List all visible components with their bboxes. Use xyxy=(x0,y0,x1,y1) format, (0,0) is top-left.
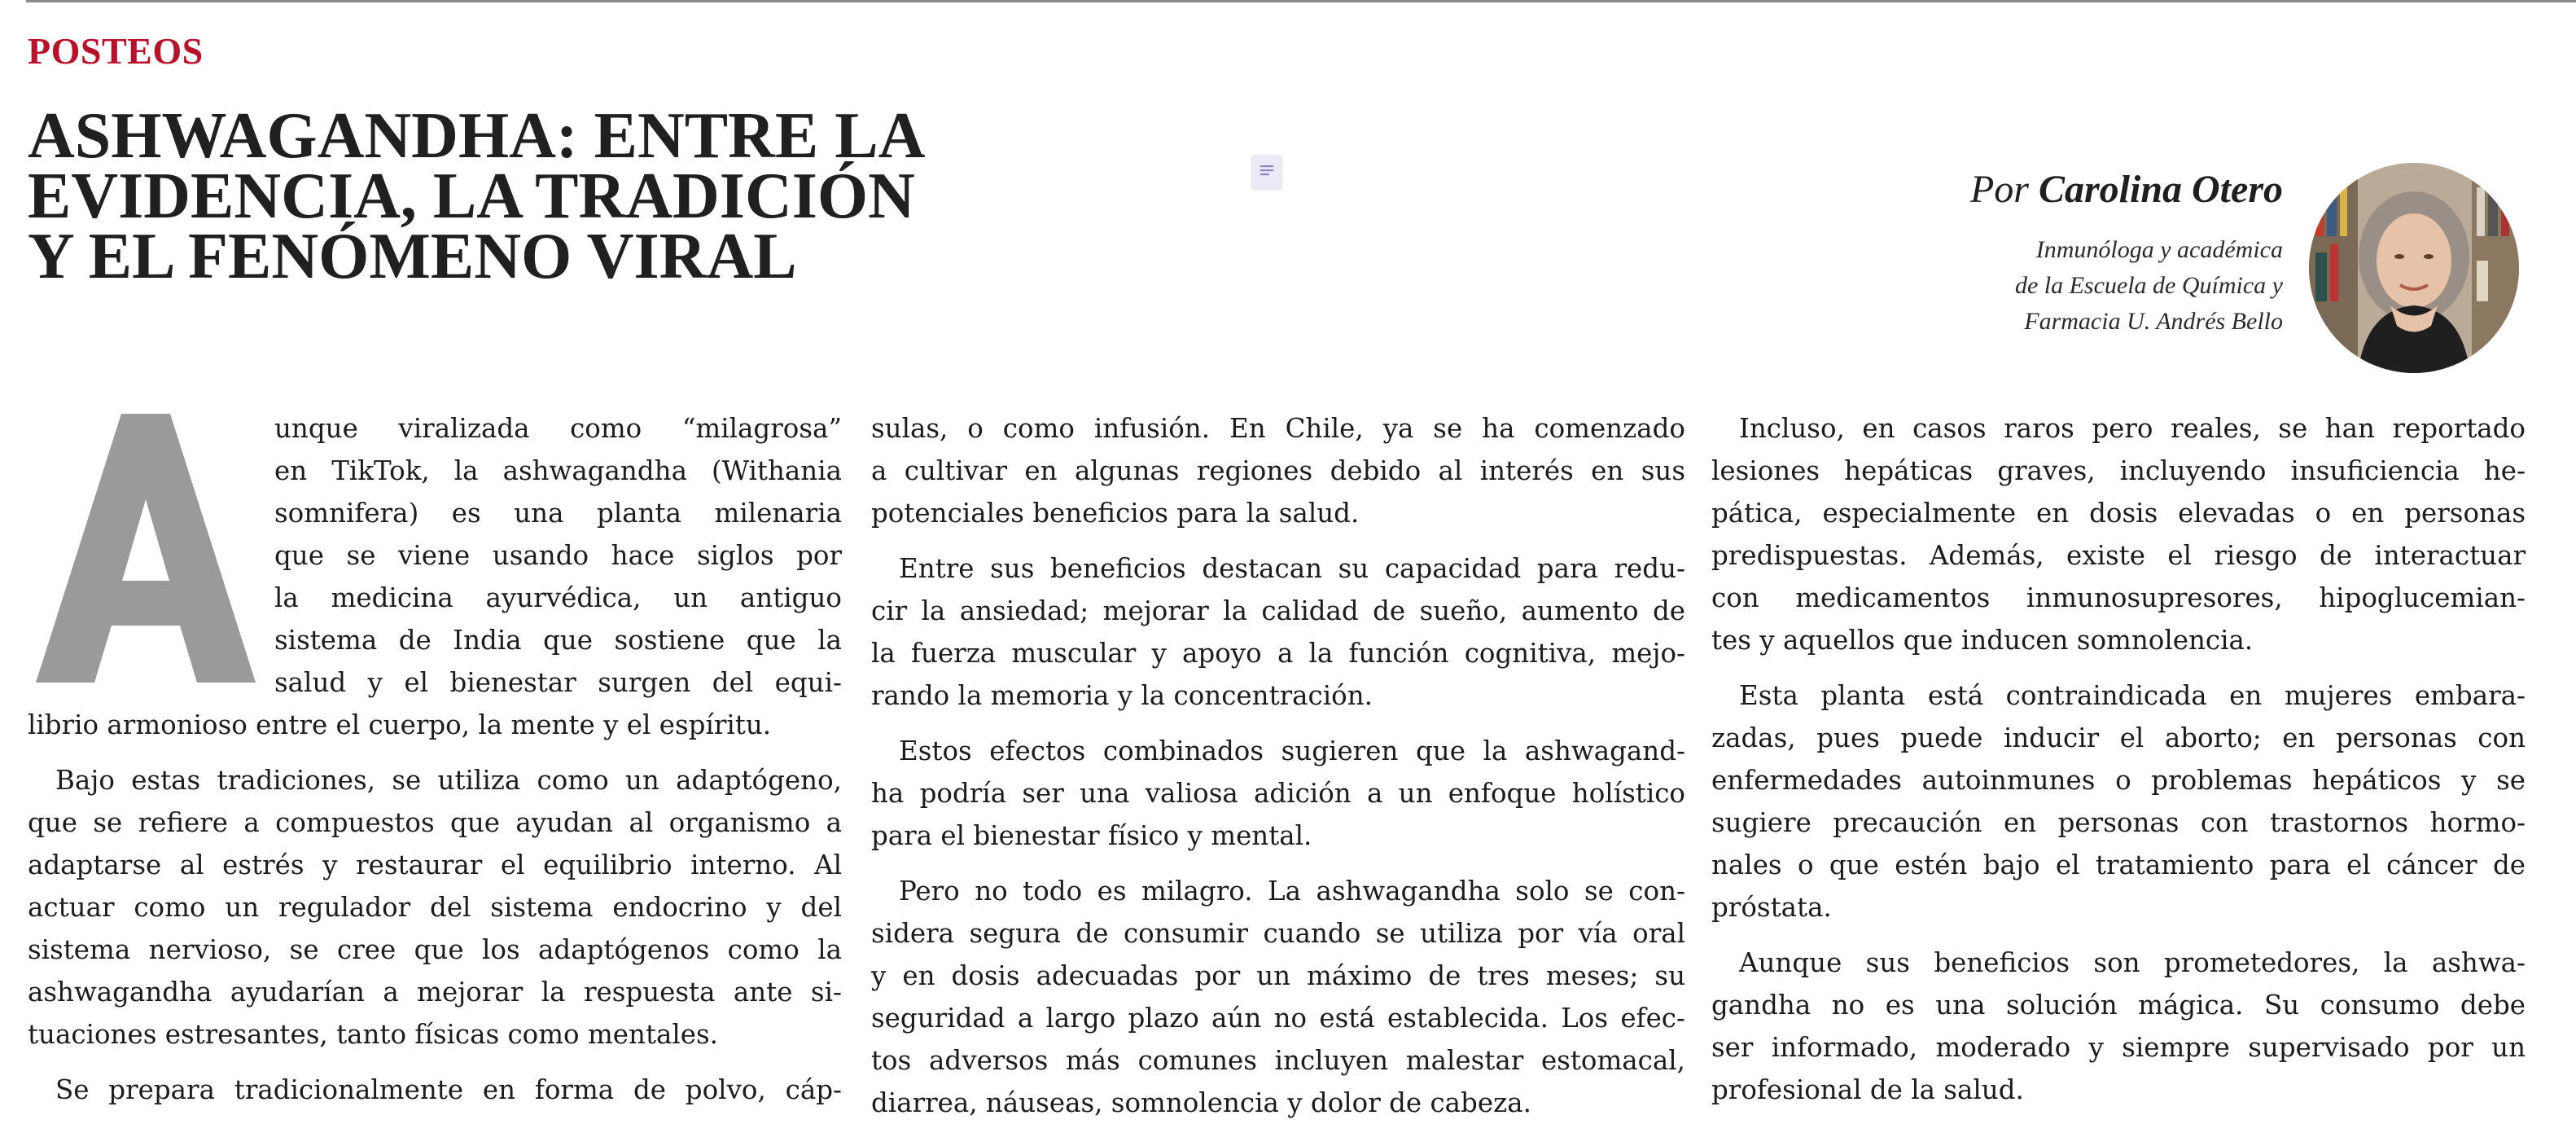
body-line: ser informado, moderado y siempre supervisado por un xyxy=(1711,1032,2526,1063)
body-line: Estos efectos combinados sugieren que la ashwagand- xyxy=(899,735,1685,766)
credential-line: Inmunóloga y académica xyxy=(2035,236,2283,263)
top-rule xyxy=(26,0,2576,2)
body-line: ha podría ser una valiosa adición a un enfoque holístico xyxy=(871,778,1685,809)
body-line: seguridad a largo plazo aún no está establecida. Los efec- xyxy=(871,1003,1685,1034)
body-line: que se refiere a compuestos que ayudan al organismo a xyxy=(28,807,842,838)
body-line: la medicina ayurvédica, un antiguo xyxy=(274,582,842,613)
article-column-3 xyxy=(1711,407,2526,1111)
body-line: tuaciones estresantes, tanto físicas como mentales. xyxy=(28,1019,719,1050)
byline xyxy=(1970,167,2283,212)
body-line: actuar como un regulador del sistema endocrino y del xyxy=(28,892,842,923)
body-line: adaptarse al estrés y restaurar el equilibrio interno. Al xyxy=(28,850,842,880)
body-line: somnifera) es una planta milenaria xyxy=(274,498,842,529)
body-line: en TikTok, la ashwagandha (Withania xyxy=(274,455,842,486)
author-photo xyxy=(2309,163,2519,373)
article-column-2 xyxy=(871,407,1685,1124)
body-line: Entre sus beneficios destacan su capacidad para redu- xyxy=(899,553,1685,584)
body-line: unque viralizada como “milagrosa” xyxy=(274,413,842,444)
body-line: la fuerza muscular y apoyo a la función cognitiva, mejo- xyxy=(871,638,1685,669)
body-line: gandha no es una solución mágica. Su consumo debe xyxy=(1711,990,2526,1021)
body-line: zadas, pues puede inducir el aborto; en personas con xyxy=(1711,722,2526,753)
credential-line: de la Escuela de Química y xyxy=(2014,272,2283,299)
body-line: diarrea, náuseas, somnolencia y dolor de cabeza. xyxy=(871,1087,1531,1118)
body-line: predispuestas. Además, existe el riesgo de interactuar xyxy=(1711,540,2526,571)
body-line: que se viene usando hace siglos por xyxy=(274,540,842,571)
body-line: enfermedades autoinmunes o problemas hepáticos y se xyxy=(1711,765,2526,796)
body-line: tos adversos más comunes incluyen malestar estomacal, xyxy=(871,1045,1685,1076)
body-line: Aunque sus beneficios son prometedores, la ashwa- xyxy=(1739,947,2526,978)
body-line: con medicamentos inmunosupresores, hipoglucemian- xyxy=(1711,582,2526,613)
body-line: profesional de la salud. xyxy=(1711,1074,2024,1105)
section-label: POSTEOS xyxy=(28,30,204,72)
body-line: sugiere precaución en personas con trastornos hormo- xyxy=(1711,807,2526,838)
body-line: a cultivar en algunas regiones debido al interés en sus xyxy=(871,455,1685,486)
headline xyxy=(28,100,926,292)
body-line: Se prepara tradicionalmente en forma de polvo, cáp- xyxy=(55,1074,842,1105)
body-line: Incluso, en casos raros pero reales, se han reportado xyxy=(1739,413,2526,444)
body-line: sidera segura de consumir cuando se utiliza por vía oral xyxy=(871,918,1685,949)
body-line: rando la memoria y la concentración. xyxy=(871,680,1373,711)
body-line: sulas, o como infusión. En Chile, ya se ha comenzado xyxy=(871,413,1685,444)
drop-cap-letter: A xyxy=(139,651,152,670)
headline-line: EVIDENCIA, LA TRADICIÓN xyxy=(28,160,915,232)
credential-line: Farmacia U. Andrés Bello xyxy=(2024,308,2283,335)
note-icon[interactable] xyxy=(1251,155,1282,189)
byline-prefix: Por xyxy=(1969,168,2029,211)
body-line: pática, especialmente en dosis elevadas o en personas xyxy=(1711,498,2526,529)
author-credentials xyxy=(2015,232,2283,340)
body-line: sistema nervioso, se cree que los adaptógenos como la xyxy=(28,934,842,965)
body-line: Bajo estas tradiciones, se utiliza como un adaptógeno, xyxy=(55,765,842,796)
body-line: tes y aquellos que inducen somnolencia. xyxy=(1711,625,2254,656)
body-line: potenciales beneficios para la salud. xyxy=(871,498,1360,529)
body-line: cir la ansiedad; mejorar la calidad de sueño, aumento de xyxy=(871,595,1685,626)
body-line: para el bienestar físico y mental. xyxy=(871,820,1312,851)
body-line: librio armonioso entre el cuerpo, la mente y el espíritu. xyxy=(28,709,772,740)
headline-line: Y EL FENÓMENO VIRAL xyxy=(28,221,797,292)
body-line: ashwagandha ayudarían a mejorar la respuesta ante si- xyxy=(28,977,842,1008)
headline-line: ASHWAGANDHA: ENTRE LA xyxy=(28,100,926,172)
body-line: Esta planta está contraindicada en mujeres embara- xyxy=(1739,680,2526,711)
body-line: próstata. xyxy=(1711,892,1832,923)
body-line: salud y el bienestar surgen del equi- xyxy=(274,667,842,698)
body-line: nales o que estén bajo el tratamiento para el cáncer de xyxy=(1711,850,2526,880)
body-line: y en dosis adecuadas por un máximo de tres meses; su xyxy=(871,960,1685,991)
body-line: sistema de India que sostiene que la xyxy=(274,625,842,656)
body-line: Pero no todo es milagro. La ashwagandha solo se con- xyxy=(899,876,1685,907)
author-name: Carolina Otero xyxy=(2038,168,2283,211)
article-column-1 xyxy=(28,407,842,1111)
body-line: lesiones hepáticas graves, incluyendo insuficiencia he- xyxy=(1711,455,2526,486)
